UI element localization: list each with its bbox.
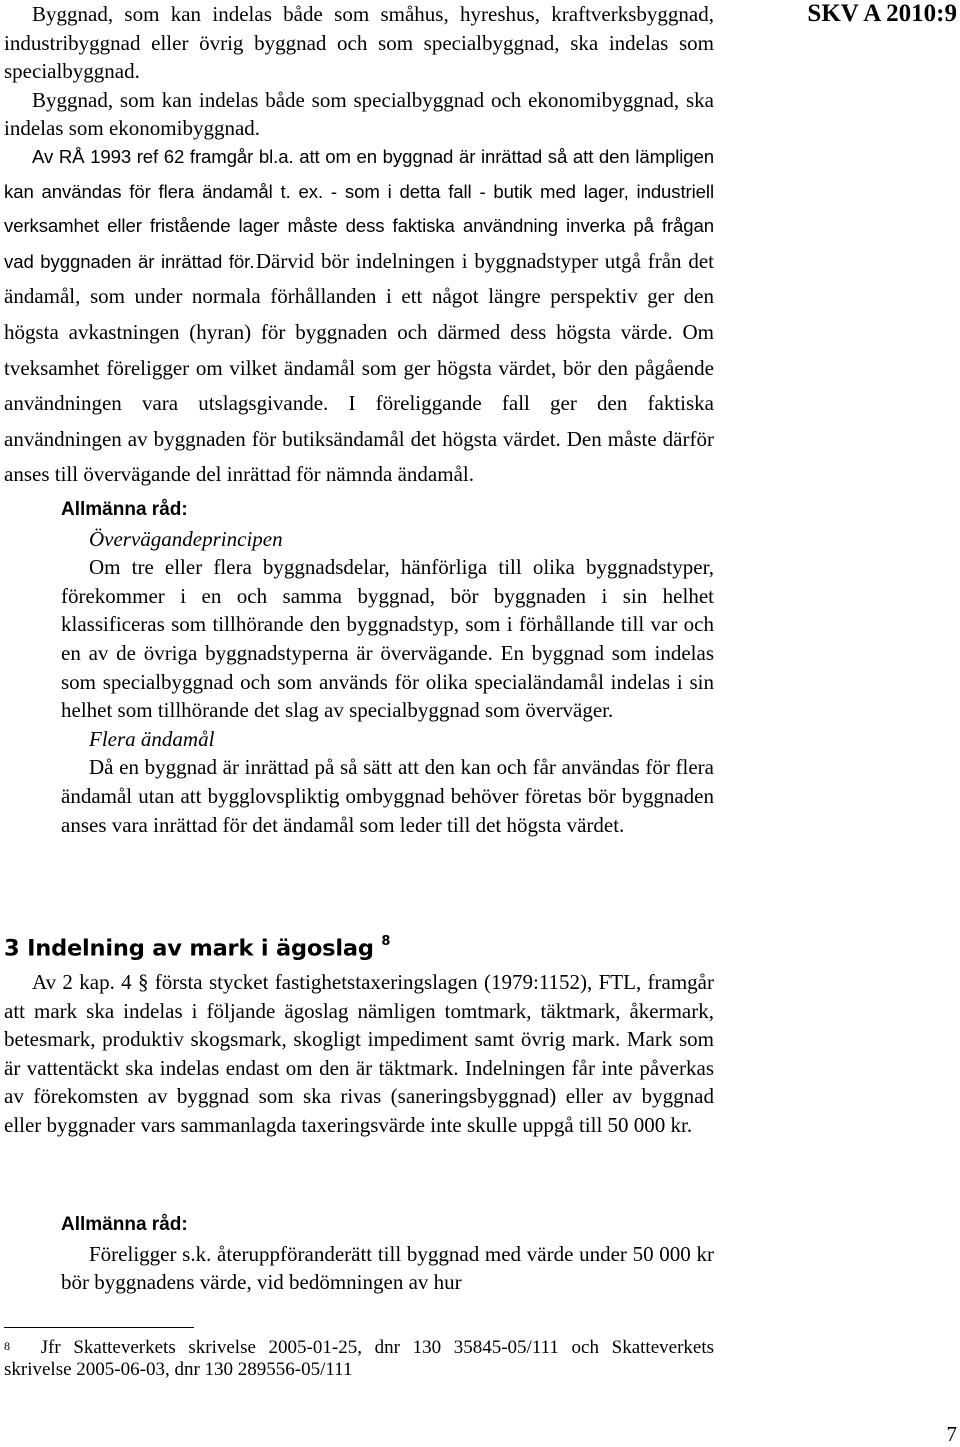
footnote-text: Jfr Skatteverkets skrivelse 2005-01-25, dnr 130 35845-05/111 och Skatteverkets skrivelse 2005-06-03, dnr 130 289556-05/111 — [4, 1337, 714, 1380]
page-number: 7 — [946, 1422, 957, 1446]
ra-paragraph — [4, 143, 714, 496]
section-body — [4, 968, 714, 1140]
general-advice-1 — [61, 496, 714, 839]
intro-text-2: Byggnad, som kan indelas både som specialbyggnad och ekonomibyggnad, ska indelas som ekonomibyggnad. — [4, 87, 714, 141]
section-paragraph: Av 2 kap. 4 § första stycket fastighetstaxeringslagen (1979:1152), FTL, framgår att mark ska indelas i följande ägoslag nämligen tomtmark, täktmark, åkermark, betesmark, produktiv skogsmark, skogligt impediment samt övrig mark. Mark som är vattentäckt ska indelas endast om den är täktmark. Indelningen får inte påverkas av förekomsten av byggnad som ska rivas (saneringsbyggnad) eller av byggnad eller byggnader vars sammanlagda taxeringsvärde inte skulle uppgå till 50 000 kr. — [4, 970, 714, 1137]
intro-paragraph-2 — [4, 86, 714, 143]
document-code: SKV A 2010:9 — [807, 0, 957, 27]
footnote-number: 8 — [4, 1339, 10, 1353]
advice-text: Om tre eller flera byggnadsdelar, hänförliga till olika byggnadstyper, förekommer i en och samma byggnad, bör byggnaden i sin helhet klassificeras som tillhörande den byggnadstyp, som i förhållande till var och en av de övriga byggnadstyperna är övervägande. En byggnad som indelas som specialbyggnad och som används för olika specialändamål indelas i sin helhet som tillhörande det slag av specialbyggnad som överväger. — [61, 555, 714, 723]
ra-block — [4, 143, 714, 496]
advice-text: Då en byggnad är inrättad på så sätt att den kan och får användas för flera ändamål utan att bygglovspliktig ombyggnad behöver företas bör byggnaden anses vara inrättad för det ändamål som leder till det högsta värdet. — [61, 755, 714, 837]
advice-heading: Allmänna råd: — [61, 499, 188, 520]
section-heading-text: 3 Indelning av mark i ägoslag — [4, 935, 374, 962]
advice-heading: Allmänna råd: — [61, 1214, 188, 1235]
footnote-reference: 8 — [381, 934, 391, 949]
ra-conclusion-text: Därvid bör indelningen i byggnadstyper utgå från det ändamål, som under normala förhållanden i ett något längre perspektiv ger den högsta avkastningen (hyran) för byggnaden och därmed dess högsta värde. Om tveksamhet föreligger om vilket ändamål som ger högsta värdet, bör den pågående användningen vara utslagsgivande. I föreliggande fall ger den faktiska användningen av byggnaden för butiksändamål det högsta värdet. Den måste därför anses till övervägande del inrättad för nämnda ändamål. — [4, 248, 715, 487]
footnote — [4, 1337, 714, 1381]
ra-reference-text: Av RÅ 1993 ref 62 framgår bl.a. att om en byggnad är inrättad så att den lämpligen kan användas för flera ändamål t. ex. - som i detta fall - butik med lager, industriell verksamhet eller fristående lager måste dess faktiska användning inverka på frågan vad byggnaden är inrättad för. — [4, 146, 714, 272]
footnote-divider — [4, 1327, 194, 1328]
intro-block — [4, 0, 714, 143]
general-advice-2 — [61, 1211, 714, 1297]
intro-paragraph-1 — [4, 0, 714, 86]
intro-text-1: Byggnad, som kan indelas både som småhus, hyreshus, kraftverksbyggnad, industribyggnad eller övrig byggnad och som specialbyggnad, ska indelas som specialbyggnad. — [4, 2, 714, 84]
section-heading — [4, 929, 390, 964]
advice-text: Föreligger s.k. återuppföranderätt till byggnad med värde under 50 000 kr bör byggnadens värde, vid bedömningen av hur — [61, 1241, 714, 1295]
advice-subheading: Flera ändamål — [89, 726, 215, 751]
advice-subheading: Övervägandeprincipen — [89, 526, 283, 551]
